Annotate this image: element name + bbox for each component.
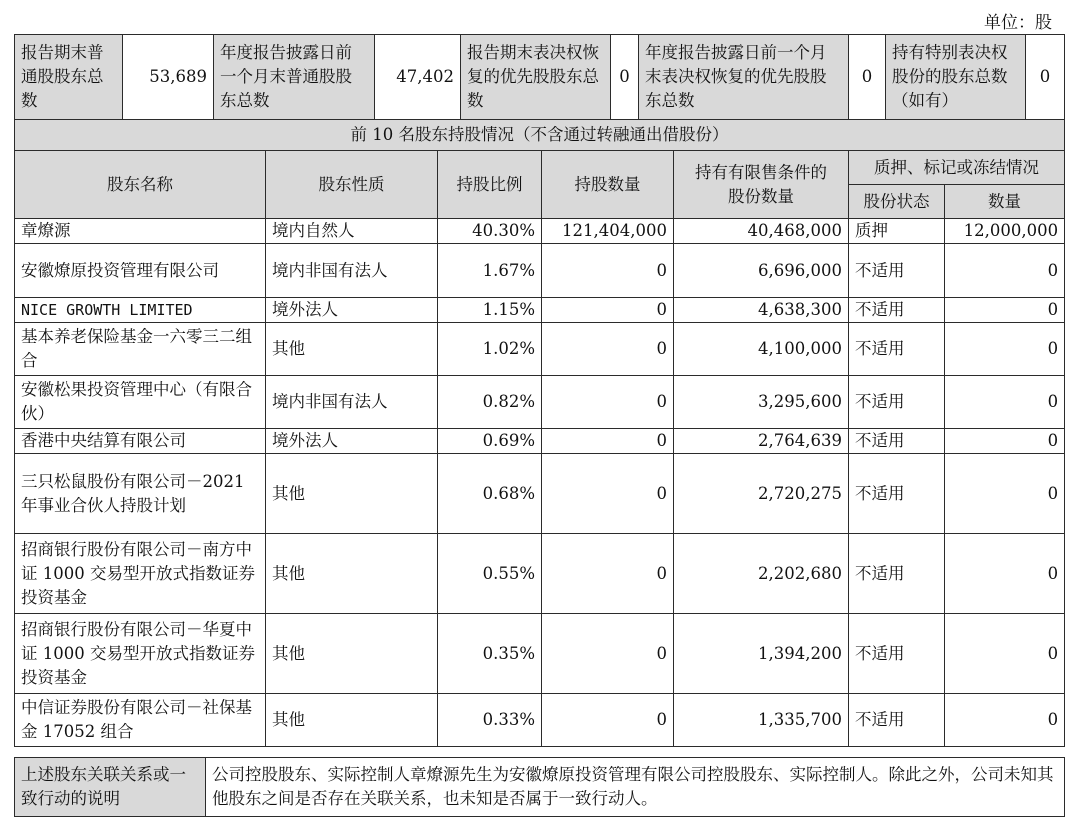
pledge-status: 不适用 [849, 429, 945, 454]
holder-restricted: 4,100,000 [674, 323, 849, 376]
prior-month-preferred-label: 年度报告披露日前一个月末表决权恢复的优先股股东总数 [639, 35, 849, 120]
pledge-status: 质押 [849, 219, 945, 244]
header-nature: 股东性质 [266, 151, 438, 219]
header-ratio: 持股比例 [438, 151, 542, 219]
unit-label: 单位：股 [984, 13, 1052, 33]
holder-quantity: 0 [542, 376, 674, 429]
holder-quantity: 0 [542, 429, 674, 454]
holder-nature: 其他 [266, 454, 438, 534]
table-row [15, 244, 1065, 298]
holder-restricted: 1,394,200 [674, 614, 849, 694]
relation-label: 上述股东关联关系或一致行动的说明 [15, 758, 206, 817]
pledge-qty: 0 [945, 429, 1065, 454]
holder-ratio: 40.30% [438, 219, 542, 244]
pledge-qty: 0 [945, 244, 1065, 298]
table-row [15, 298, 1065, 323]
holder-name: 招商银行股份有限公司－华夏中证 1000 交易型开放式指数证券投资基金 [15, 614, 266, 694]
header-quantity: 持股数量 [542, 151, 674, 219]
pledge-qty: 0 [945, 694, 1065, 747]
holder-name: 三只松鼠股份有限公司－2021 年事业合伙人持股计划 [15, 454, 266, 534]
pledge-qty: 0 [945, 323, 1065, 376]
holder-quantity: 121,404,000 [542, 219, 674, 244]
table-row [15, 614, 1065, 694]
holder-name: 安徽松果投资管理中心（有限合伙） [15, 376, 266, 429]
prior-month-preferred-value: 0 [849, 35, 886, 120]
table-row [15, 454, 1065, 534]
header-pledge-qty: 数量 [945, 185, 1065, 219]
holder-ratio: 0.35% [438, 614, 542, 694]
holder-name: 安徽燎原投资管理有限公司 [15, 244, 266, 298]
holder-restricted: 3,295,600 [674, 376, 849, 429]
header-restricted: 持有有限售条件的股份数量 [674, 151, 849, 219]
holder-ratio: 0.33% [438, 694, 542, 747]
holder-ratio: 0.55% [438, 534, 542, 614]
preferred-holders-value: 0 [611, 35, 639, 120]
pledge-status: 不适用 [849, 534, 945, 614]
holder-nature: 其他 [266, 534, 438, 614]
header-name: 股东名称 [15, 151, 266, 219]
holder-nature: 境外法人 [266, 429, 438, 454]
special-voting-value: 0 [1026, 35, 1065, 120]
holder-quantity: 0 [542, 298, 674, 323]
holder-restricted: 1,335,700 [674, 694, 849, 747]
pledge-status: 不适用 [849, 454, 945, 534]
holder-ratio: 1.02% [438, 323, 542, 376]
holder-nature: 其他 [266, 614, 438, 694]
holder-nature: 其他 [266, 323, 438, 376]
holder-nature: 境内非国有法人 [266, 244, 438, 298]
holder-ratio: 0.82% [438, 376, 542, 429]
top10-holders-table [14, 119, 1065, 747]
pledge-status: 不适用 [849, 244, 945, 298]
holder-name: 基本养老保险基金一六零三二组合 [15, 323, 266, 376]
holder-restricted: 2,720,275 [674, 454, 849, 534]
table-row [15, 694, 1065, 747]
holder-quantity: 0 [542, 534, 674, 614]
pledge-status: 不适用 [849, 323, 945, 376]
pledge-qty: 0 [945, 534, 1065, 614]
pledge-qty: 0 [945, 614, 1065, 694]
common-holders-value: 53,689 [123, 35, 214, 120]
prior-month-holders-label: 年度报告披露日前一个月末普通股股东总数 [214, 35, 375, 120]
holder-ratio: 1.15% [438, 298, 542, 323]
pledge-status: 不适用 [849, 694, 945, 747]
holder-nature: 其他 [266, 694, 438, 747]
holder-ratio: 1.67% [438, 244, 542, 298]
top10-title: 前 10 名股东持股情况（不含通过转融通出借股份） [15, 120, 1065, 151]
special-voting-label: 持有特别表决权股份的股东总数（如有） [886, 35, 1026, 120]
pledge-qty: 0 [945, 298, 1065, 323]
summary-table [14, 34, 1065, 120]
holder-ratio: 0.69% [438, 429, 542, 454]
holder-quantity: 0 [542, 694, 674, 747]
holder-name: NICE GROWTH LIMITED [15, 298, 266, 323]
holder-restricted: 40,468,000 [674, 219, 849, 244]
pledge-qty: 12,000,000 [945, 219, 1065, 244]
holder-name: 香港中央结算有限公司 [15, 429, 266, 454]
holder-restricted: 2,202,680 [674, 534, 849, 614]
holder-restricted: 6,696,000 [674, 244, 849, 298]
pledge-status: 不适用 [849, 298, 945, 323]
preferred-holders-label: 报告期末表决权恢复的优先股股东总数 [461, 35, 611, 120]
holder-nature: 境内非国有法人 [266, 376, 438, 429]
pledge-qty: 0 [945, 454, 1065, 534]
table-row [15, 376, 1065, 429]
holder-nature: 境外法人 [266, 298, 438, 323]
prior-month-holders-value: 47,402 [375, 35, 461, 120]
pledge-status: 不适用 [849, 614, 945, 694]
holder-restricted: 2,764,639 [674, 429, 849, 454]
holder-name: 招商银行股份有限公司－南方中证 1000 交易型开放式指数证券投资基金 [15, 534, 266, 614]
table-row [15, 219, 1065, 244]
relation-text: 公司控股股东、实际控制人章燎源先生为安徽燎原投资管理有限公司控股股东、实际控制人。除此之外，公司未知其他股东之间是否存在关联关系，也未知是否属于一致行动人。 [206, 758, 1065, 817]
holder-quantity: 0 [542, 323, 674, 376]
pledge-qty: 0 [945, 376, 1065, 429]
table-row [15, 323, 1065, 376]
holder-name: 章燎源 [15, 219, 266, 244]
pledge-status: 不适用 [849, 376, 945, 429]
table-row [15, 534, 1065, 614]
holder-restricted: 4,638,300 [674, 298, 849, 323]
holder-name: 中信证券股份有限公司－社保基金 17052 组合 [15, 694, 266, 747]
table-row [15, 429, 1065, 454]
relation-table [14, 757, 1065, 817]
holder-quantity: 0 [542, 244, 674, 298]
header-pledge-status: 股份状态 [849, 185, 945, 219]
common-holders-label: 报告期末普通股股东总数 [15, 35, 123, 120]
holder-nature: 境内自然人 [266, 219, 438, 244]
holder-ratio: 0.68% [438, 454, 542, 534]
header-pledge-group: 质押、标记或冻结情况 [849, 151, 1065, 185]
holder-quantity: 0 [542, 454, 674, 534]
holder-quantity: 0 [542, 614, 674, 694]
